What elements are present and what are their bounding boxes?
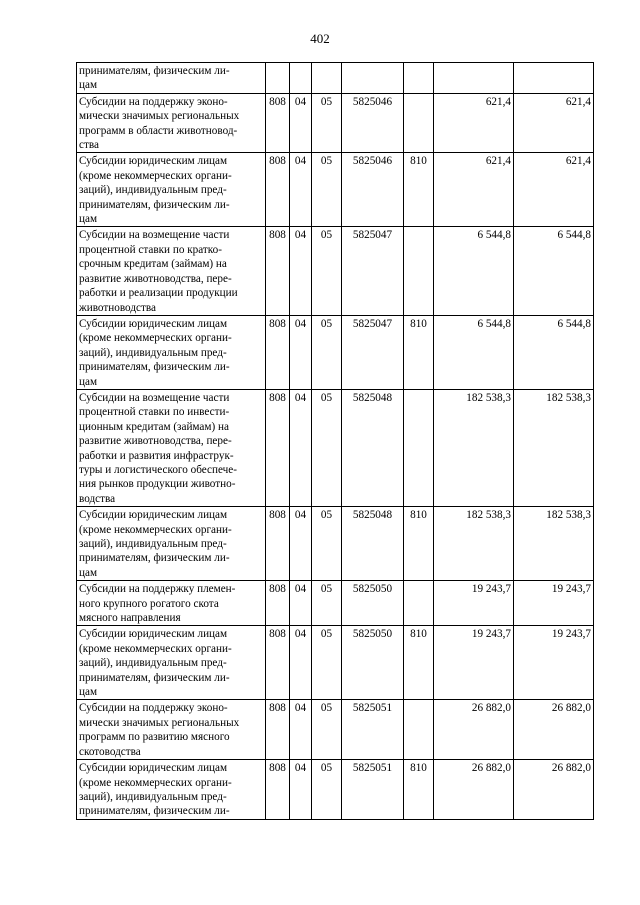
- section-code-cell: 04: [290, 389, 312, 506]
- ministry-code-cell: 808: [266, 760, 290, 820]
- item-name-line: ного крупного рогатого скота: [79, 597, 219, 610]
- ministry-code-cell: [266, 63, 290, 94]
- item-name-line: (кроме некоммерческих органи-: [79, 776, 232, 789]
- budget-table: [76, 62, 594, 820]
- table-row: [77, 63, 594, 94]
- ministry-code-cell: 808: [266, 507, 290, 581]
- expense-type-code-cell: [404, 63, 434, 94]
- table-row: [77, 93, 594, 153]
- item-name-line: скотоводства: [79, 745, 141, 758]
- item-name-line: работки и развития инфраструк-: [79, 449, 234, 462]
- table-row: [77, 153, 594, 227]
- amount-total-cell: 182 538,3: [514, 389, 594, 506]
- amount-total-cell: 26 882,0: [514, 760, 594, 820]
- ministry-code-cell: 808: [266, 700, 290, 760]
- page-number: 402: [310, 31, 330, 46]
- table-row: [77, 227, 594, 315]
- section-code-cell: 04: [290, 581, 312, 626]
- target-article-code-cell: [342, 63, 404, 94]
- expense-type-code-cell: [404, 700, 434, 760]
- section-code-cell: 04: [290, 700, 312, 760]
- item-name-line: Субсидии на поддержку эконо-: [79, 702, 228, 715]
- target-article-code-cell: 5825047: [342, 227, 404, 315]
- item-name-line: мически значимых региональных: [79, 716, 240, 729]
- subsection-code-cell: 05: [312, 153, 342, 227]
- item-name-line: мясного направления: [79, 612, 181, 625]
- item-name-line: процентной ставки по инвести-: [79, 406, 230, 419]
- item-name-line: принимателям, физическим ли-: [79, 552, 230, 565]
- target-article-code-cell: 5825048: [342, 389, 404, 506]
- section-code-cell: 04: [290, 760, 312, 820]
- item-name-line: Субсидии на возмещение части: [79, 229, 230, 242]
- item-name-cell: [77, 507, 266, 581]
- subsection-code-cell: 05: [312, 581, 342, 626]
- expense-type-code-cell: [404, 227, 434, 315]
- item-name-line: Субсидии на возмещение части: [79, 391, 230, 404]
- item-name-cell: [77, 626, 266, 700]
- item-name-line: Субсидии юридическим лицам: [79, 628, 228, 641]
- section-code-cell: 04: [290, 315, 312, 389]
- section-code-cell: [290, 63, 312, 94]
- item-name-cell: [77, 227, 266, 315]
- item-name-cell: [77, 581, 266, 626]
- target-article-code-cell: 5825048: [342, 507, 404, 581]
- item-name-line: мически значимых региональных: [79, 110, 240, 123]
- item-name-line: работки и реализации продукции: [79, 287, 238, 300]
- item-name-line: ния рынков продукции животно-: [79, 478, 236, 491]
- target-article-code-cell: 5825051: [342, 700, 404, 760]
- item-name-cell: [77, 389, 266, 506]
- subsection-code-cell: 05: [312, 389, 342, 506]
- item-name-line: принимателям, физическим ли-: [79, 805, 230, 818]
- amount-cell: 182 538,3: [434, 389, 514, 506]
- amount-cell: 26 882,0: [434, 760, 514, 820]
- expense-type-code-cell: 810: [404, 507, 434, 581]
- amount-cell: 621,4: [434, 93, 514, 153]
- item-name-cell: [77, 63, 266, 94]
- amount-cell: 6 544,8: [434, 315, 514, 389]
- ministry-code-cell: 808: [266, 153, 290, 227]
- amount-total-cell: 19 243,7: [514, 626, 594, 700]
- item-name-line: (кроме некоммерческих органи-: [79, 332, 232, 345]
- item-name-line: туры и логистического обеспече-: [79, 463, 237, 476]
- ministry-code-cell: 808: [266, 626, 290, 700]
- ministry-code-cell: 808: [266, 93, 290, 153]
- expense-type-code-cell: 810: [404, 626, 434, 700]
- expense-type-code-cell: 810: [404, 760, 434, 820]
- item-name-line: заций), индивидуальным пред-: [79, 346, 227, 359]
- ministry-code-cell: 808: [266, 389, 290, 506]
- amount-total-cell: [514, 63, 594, 94]
- ministry-code-cell: 808: [266, 227, 290, 315]
- item-name-line: принимателям, физическим ли-: [79, 198, 230, 211]
- expense-type-code-cell: 810: [404, 153, 434, 227]
- item-name-line: заций), индивидуальным пред-: [79, 184, 227, 197]
- item-name-line: заций), индивидуальным пред-: [79, 657, 227, 670]
- item-name-line: Субсидии юридическим лицам: [79, 317, 228, 330]
- item-name-line: ства: [79, 139, 99, 152]
- target-article-code-cell: 5825050: [342, 626, 404, 700]
- amount-total-cell: 182 538,3: [514, 507, 594, 581]
- section-code-cell: 04: [290, 626, 312, 700]
- section-code-cell: 04: [290, 153, 312, 227]
- item-name-line: цам: [79, 566, 98, 579]
- amount-cell: 182 538,3: [434, 507, 514, 581]
- subsection-code-cell: 05: [312, 227, 342, 315]
- section-code-cell: 04: [290, 93, 312, 153]
- table-row: [77, 315, 594, 389]
- expense-type-code-cell: 810: [404, 315, 434, 389]
- item-name-line: срочным кредитам (займам) на: [79, 258, 227, 271]
- item-name-cell: [77, 700, 266, 760]
- item-name-line: цам: [79, 686, 98, 699]
- item-name-line: Субсидии на поддержку эконо-: [79, 95, 228, 108]
- target-article-code-cell: 5825046: [342, 93, 404, 153]
- item-name-line: процентной ставки по кратко-: [79, 243, 222, 256]
- table-row: [77, 626, 594, 700]
- item-name-line: программ по развитию мясного: [79, 731, 230, 744]
- item-name-line: принимателям, физическим ли-: [79, 65, 230, 77]
- item-name-line: водства: [79, 492, 116, 505]
- target-article-code-cell: 5825046: [342, 153, 404, 227]
- amount-cell: 19 243,7: [434, 626, 514, 700]
- amount-cell: [434, 63, 514, 94]
- ministry-code-cell: 808: [266, 315, 290, 389]
- item-name-line: программ в области животновод-: [79, 124, 238, 137]
- target-article-code-cell: 5825047: [342, 315, 404, 389]
- item-name-line: принимателям, физическим ли-: [79, 361, 230, 374]
- subsection-code-cell: 05: [312, 626, 342, 700]
- item-name-line: Субсидии юридическим лицам: [79, 509, 228, 522]
- amount-cell: 6 544,8: [434, 227, 514, 315]
- table-row: [77, 389, 594, 506]
- amount-total-cell: 621,4: [514, 93, 594, 153]
- amount-cell: 26 882,0: [434, 700, 514, 760]
- item-name-cell: [77, 315, 266, 389]
- target-article-code-cell: 5825051: [342, 760, 404, 820]
- item-name-line: цам: [79, 79, 98, 92]
- section-code-cell: 04: [290, 507, 312, 581]
- subsection-code-cell: 05: [312, 760, 342, 820]
- item-name-line: (кроме некоммерческих органи-: [79, 523, 232, 536]
- subsection-code-cell: 05: [312, 700, 342, 760]
- expense-type-code-cell: [404, 581, 434, 626]
- table-row: [77, 700, 594, 760]
- expense-type-code-cell: [404, 389, 434, 506]
- item-name-line: Субсидии юридическим лицам: [79, 762, 228, 775]
- item-name-cell: [77, 760, 266, 820]
- amount-total-cell: 19 243,7: [514, 581, 594, 626]
- expense-type-code-cell: [404, 93, 434, 153]
- subsection-code-cell: 05: [312, 507, 342, 581]
- item-name-line: цам: [79, 213, 98, 226]
- subsection-code-cell: 05: [312, 93, 342, 153]
- item-name-line: заций), индивидуальным пред-: [79, 538, 227, 550]
- table-row: [77, 760, 594, 820]
- item-name-cell: [77, 153, 266, 227]
- target-article-code-cell: 5825050: [342, 581, 404, 626]
- item-name-line: развитие животноводства, пере-: [79, 272, 232, 285]
- item-name-line: цам: [79, 375, 98, 388]
- item-name-line: (кроме некоммерческих органи-: [79, 642, 232, 655]
- section-code-cell: 04: [290, 227, 312, 315]
- amount-cell: 19 243,7: [434, 581, 514, 626]
- item-name-line: ционным кредитам (займам) на: [79, 420, 229, 433]
- item-name-line: Субсидии на поддержку племен-: [79, 583, 236, 596]
- item-name-line: животноводства: [79, 301, 156, 314]
- amount-total-cell: 26 882,0: [514, 700, 594, 760]
- subsection-code-cell: 05: [312, 315, 342, 389]
- subsection-code-cell: [312, 63, 342, 94]
- item-name-line: принимателям, физическим ли-: [79, 671, 230, 684]
- amount-total-cell: 621,4: [514, 153, 594, 227]
- amount-total-cell: 6 544,8: [514, 227, 594, 315]
- amount-total-cell: 6 544,8: [514, 315, 594, 389]
- table-row: [77, 507, 594, 581]
- amount-cell: 621,4: [434, 153, 514, 227]
- item-name-line: заций), индивидуальным пред-: [79, 790, 227, 803]
- item-name-line: (кроме некоммерческих органи-: [79, 169, 232, 182]
- table-row: [77, 581, 594, 626]
- ministry-code-cell: 808: [266, 581, 290, 626]
- item-name-cell: [77, 93, 266, 153]
- item-name-line: развитие животноводства, пере-: [79, 435, 232, 448]
- item-name-line: Субсидии юридическим лицам: [79, 155, 228, 168]
